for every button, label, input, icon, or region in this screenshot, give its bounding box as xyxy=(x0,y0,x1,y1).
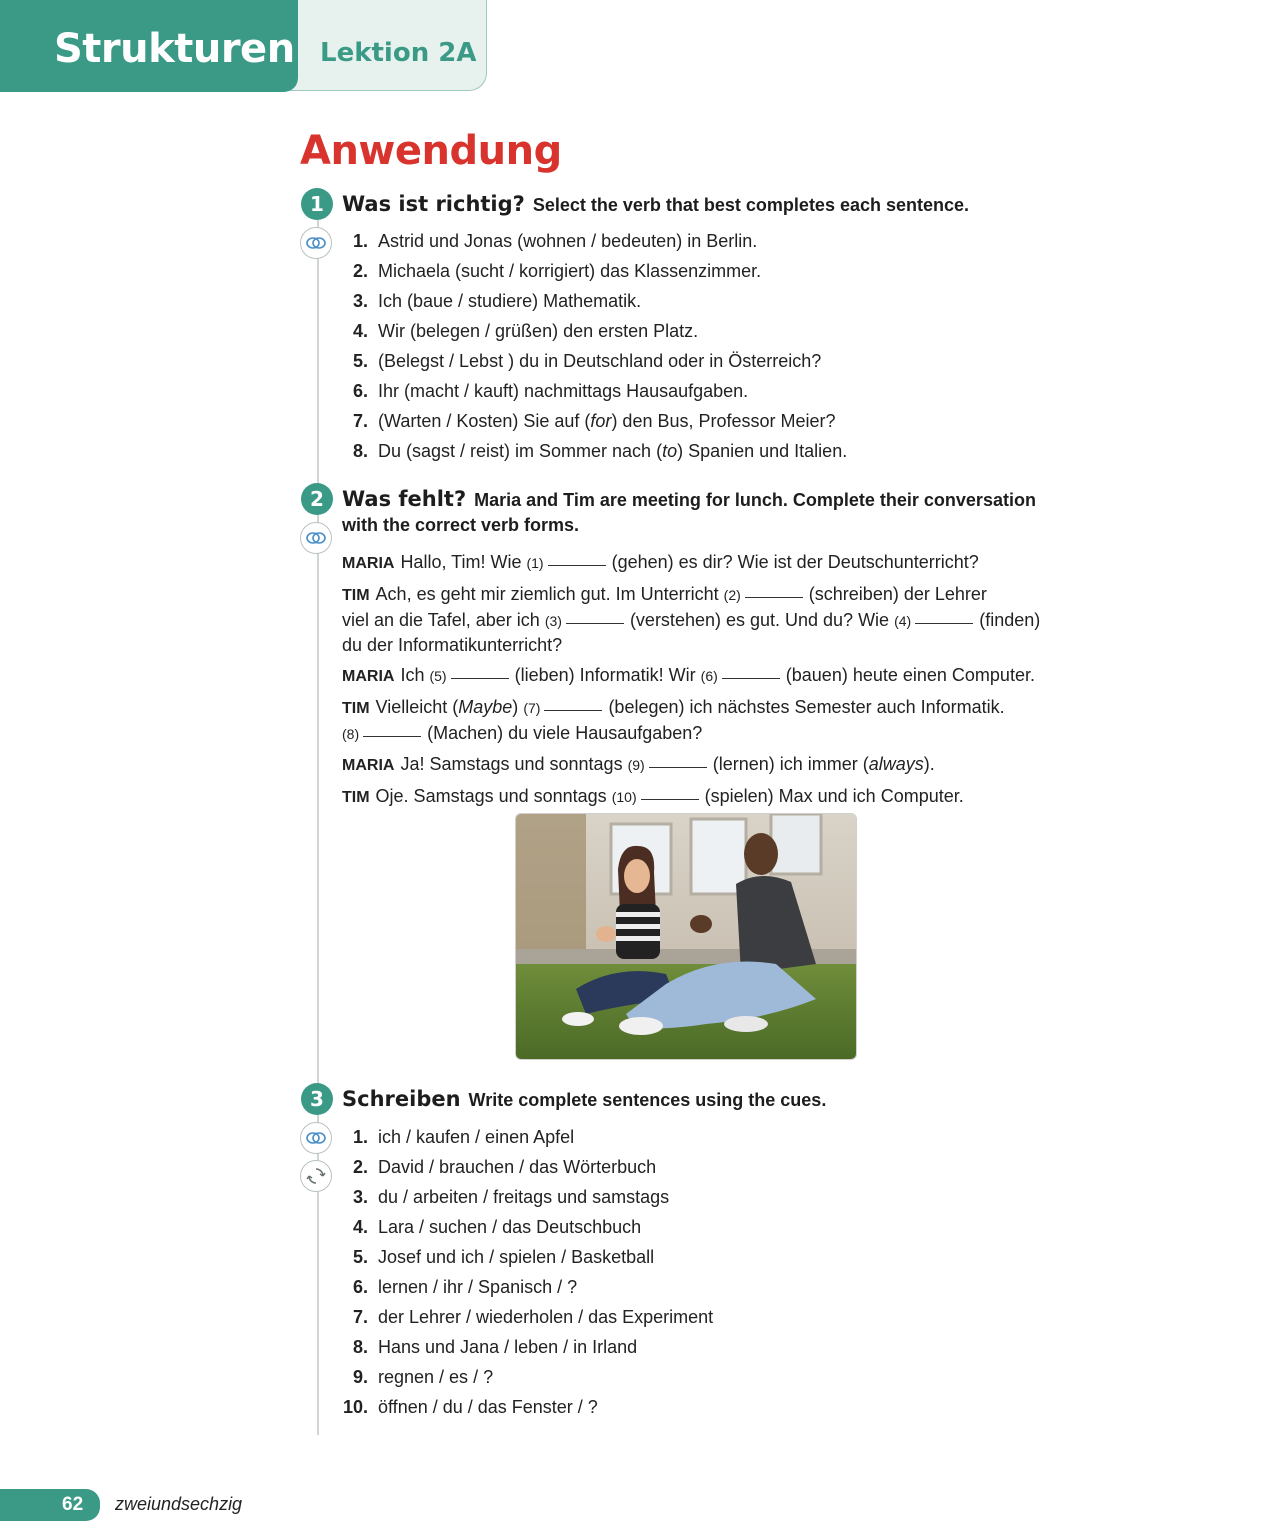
exercise-3-title: Schreiben xyxy=(342,1087,461,1111)
exercise-2-title: Was fehlt? xyxy=(342,487,467,511)
timeline-line xyxy=(317,220,319,1435)
list-item: 3. Ich (baue / studiere) Mathematik. xyxy=(352,291,642,311)
list-item: 5. Josef und ich / spielen / Basketball xyxy=(352,1247,655,1267)
students-photo xyxy=(515,813,857,1060)
pair-icon xyxy=(300,522,332,554)
exercise-2-instruction: Maria and Tim are meeting for lunch. Complete their conversation with the correct verb forms. xyxy=(342,490,1036,535)
exercise-1-title: Was ist richtig? xyxy=(342,192,525,216)
list-item: 1. Astrid und Jonas (wohnen / bedeuten) in Berlin. xyxy=(352,231,758,251)
list-item: 6. lernen / ihr / Spanisch / ? xyxy=(352,1277,578,1297)
exercise-1-heading xyxy=(342,192,1052,218)
list-item: 7. der Lehrer / wiederholen / das Experiment xyxy=(352,1307,714,1327)
list-item: 4. Lara / suchen / das Deutschbuch xyxy=(352,1217,642,1237)
page-heading: Anwendung xyxy=(300,128,562,174)
list-item: 6. Ihr (macht / kauft) nachmittags Hausaufgaben. xyxy=(352,381,749,401)
refresh-icon xyxy=(300,1160,332,1192)
dialogue-line: TIM Ach, es geht mir ziemlich gut. Im Unterricht (2) (schreiben) der Lehrer xyxy=(342,584,987,604)
list-item: 9. regnen / es / ? xyxy=(352,1367,494,1387)
dialogue-line: (8) (Machen) du viele Hausaufgaben? xyxy=(342,723,703,743)
list-item: 8. Hans und Jana / leben / in Irland xyxy=(352,1337,638,1357)
dialogue-line: MARIA Ich (5) (lieben) Informatik! Wir (6) (bauen) heute einen Computer. xyxy=(342,665,1035,685)
exercise-3-badge: 3 xyxy=(301,1083,333,1115)
exercise-2-badge: 2 xyxy=(301,483,333,515)
list-item: 1. ich / kaufen / einen Apfel xyxy=(352,1127,575,1147)
list-item: 4. Wir (belegen / grüßen) den ersten Platz. xyxy=(352,321,699,341)
dialogue-line: TIM Oje. Samstags und sonntags (10) (spielen) Max und ich Computer. xyxy=(342,786,964,806)
exercise-1-instruction: Select the verb that best completes each sentence. xyxy=(532,195,970,215)
page-number-word: zweiundsechzig xyxy=(115,1494,243,1514)
list-item: 3. du / arbeiten / freitags und samstags xyxy=(352,1187,670,1207)
dialogue-line: MARIA Ja! Samstags und sonntags (9) (lernen) ich immer (always). xyxy=(342,754,935,774)
dialogue-line: du der Informatikunterricht? xyxy=(342,635,563,655)
exercise-1-badge: 1 xyxy=(301,188,333,220)
exercise-3-instruction: Write complete sentences using the cues. xyxy=(468,1090,827,1110)
dialogue-line: TIM Vielleicht (Maybe) (7) (belegen) ich nächstes Semester auch Informatik. xyxy=(342,697,1005,717)
list-item: 10. öffnen / du / das Fenster / ? xyxy=(342,1397,598,1417)
dialogue-line: MARIA Hallo, Tim! Wie (1) (gehen) es dir? Wie ist der Deutschunterricht? xyxy=(342,552,979,572)
pair-icon xyxy=(300,1122,332,1154)
list-item: 2. Michaela (sucht / korrigiert) das Klassenzimmer. xyxy=(352,261,762,281)
page-number: 62 xyxy=(62,1494,84,1515)
list-item: 2. David / brauchen / das Wörterbuch xyxy=(352,1157,657,1177)
section-title: Strukturen xyxy=(54,26,295,72)
exercise-2-dialogue xyxy=(342,550,1052,810)
page-number-bar xyxy=(0,1489,100,1521)
pair-icon xyxy=(300,227,332,259)
list-item: 8. Du (sagst / reist) im Sommer nach (to) Spanien und Italien. xyxy=(352,441,848,461)
exercise-1-list xyxy=(342,226,847,466)
exercise-2-heading xyxy=(342,487,1052,538)
dialogue-line: viel an die Tafel, aber ich (3) (verstehen) es gut. Und du? Wie (4) (finden) xyxy=(342,610,1041,630)
exercise-3-list xyxy=(342,1122,713,1422)
lesson-title: Lektion 2A xyxy=(320,38,477,68)
list-item: 7. (Warten / Kosten) Sie auf (for) den Bus, Professor Meier? xyxy=(352,411,836,431)
exercise-3-heading xyxy=(342,1087,1052,1113)
list-item: 5. (Belegst / Lebst ) du in Deutschland oder in Österreich? xyxy=(352,351,822,371)
